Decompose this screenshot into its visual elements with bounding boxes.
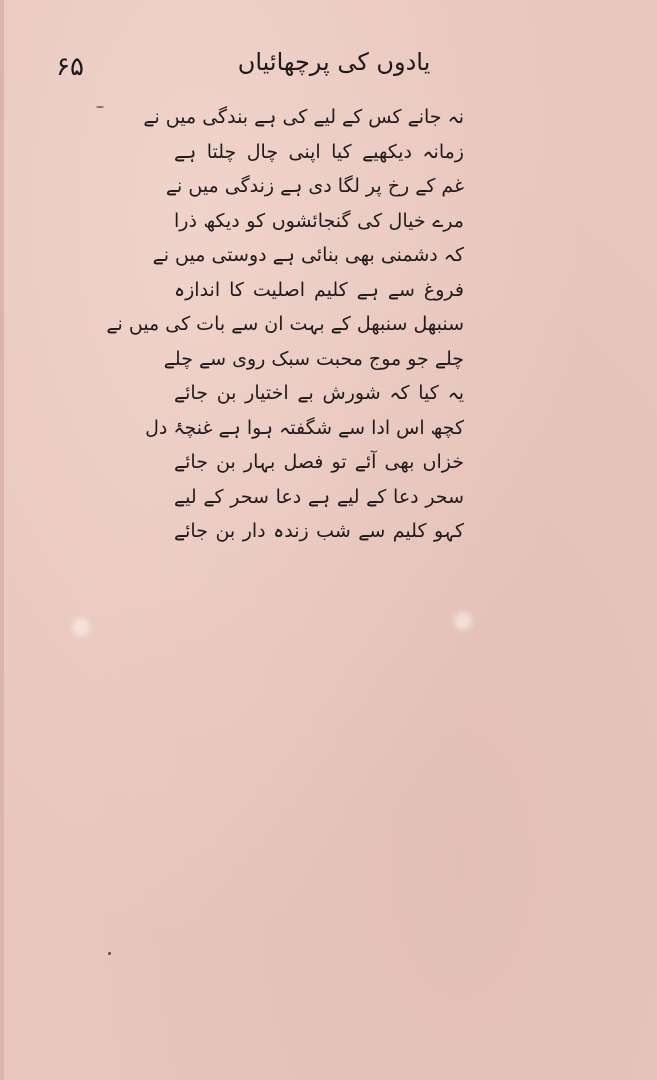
poem-line: یہ کیا کہ شورش بے اختیار بن جائے — [174, 382, 464, 404]
poem-line: کہ دشمنی بھی بنائی ہے دوستی میں نے — [152, 244, 464, 266]
paper-blemish — [108, 952, 111, 955]
paper-blemish — [96, 106, 104, 108]
poem-line: سحر دعا کے لیے ہے دعا سحر کے لیے — [174, 485, 464, 508]
poem-line: مرے خیال کی گنجائشوں کو دیکھ ذرا — [174, 209, 464, 232]
poem-line: زمانہ دیکھیے کیا اپنی چال چلتا ہے — [174, 140, 464, 163]
poem-line: فروغ سے ہے کلیم اصلیت کا اندازہ — [174, 278, 464, 301]
paper-speck — [72, 618, 90, 636]
page-number: ۶۵ — [56, 52, 84, 82]
paper-speck — [454, 612, 472, 630]
poem-line: کچھ اس ادا سے شگفتہ ہوا ہے غنچۂ دل — [145, 416, 464, 439]
poem-line: خزاں بھی آئے تو فصل بہار بن جائے — [174, 451, 464, 473]
poem-line: کہو کلیم سے شب زندہ دار بن جائے — [174, 520, 464, 542]
poem — [106, 100, 464, 549]
poem-line: چلے جو موج محبت سبک روی سے چلے — [163, 347, 464, 370]
poem-line: نہ جانے کس کے لیے کی ہے بندگی میں نے — [143, 106, 464, 128]
running-title: یادوں کی پرچھائیاں — [237, 48, 431, 76]
poem-line: غم کے رخ پر لگا دی ہے زندگی میں نے — [165, 175, 464, 197]
poem-line: سنبھل سنبھل کے بہت ان سے بات کی میں نے — [106, 313, 464, 335]
